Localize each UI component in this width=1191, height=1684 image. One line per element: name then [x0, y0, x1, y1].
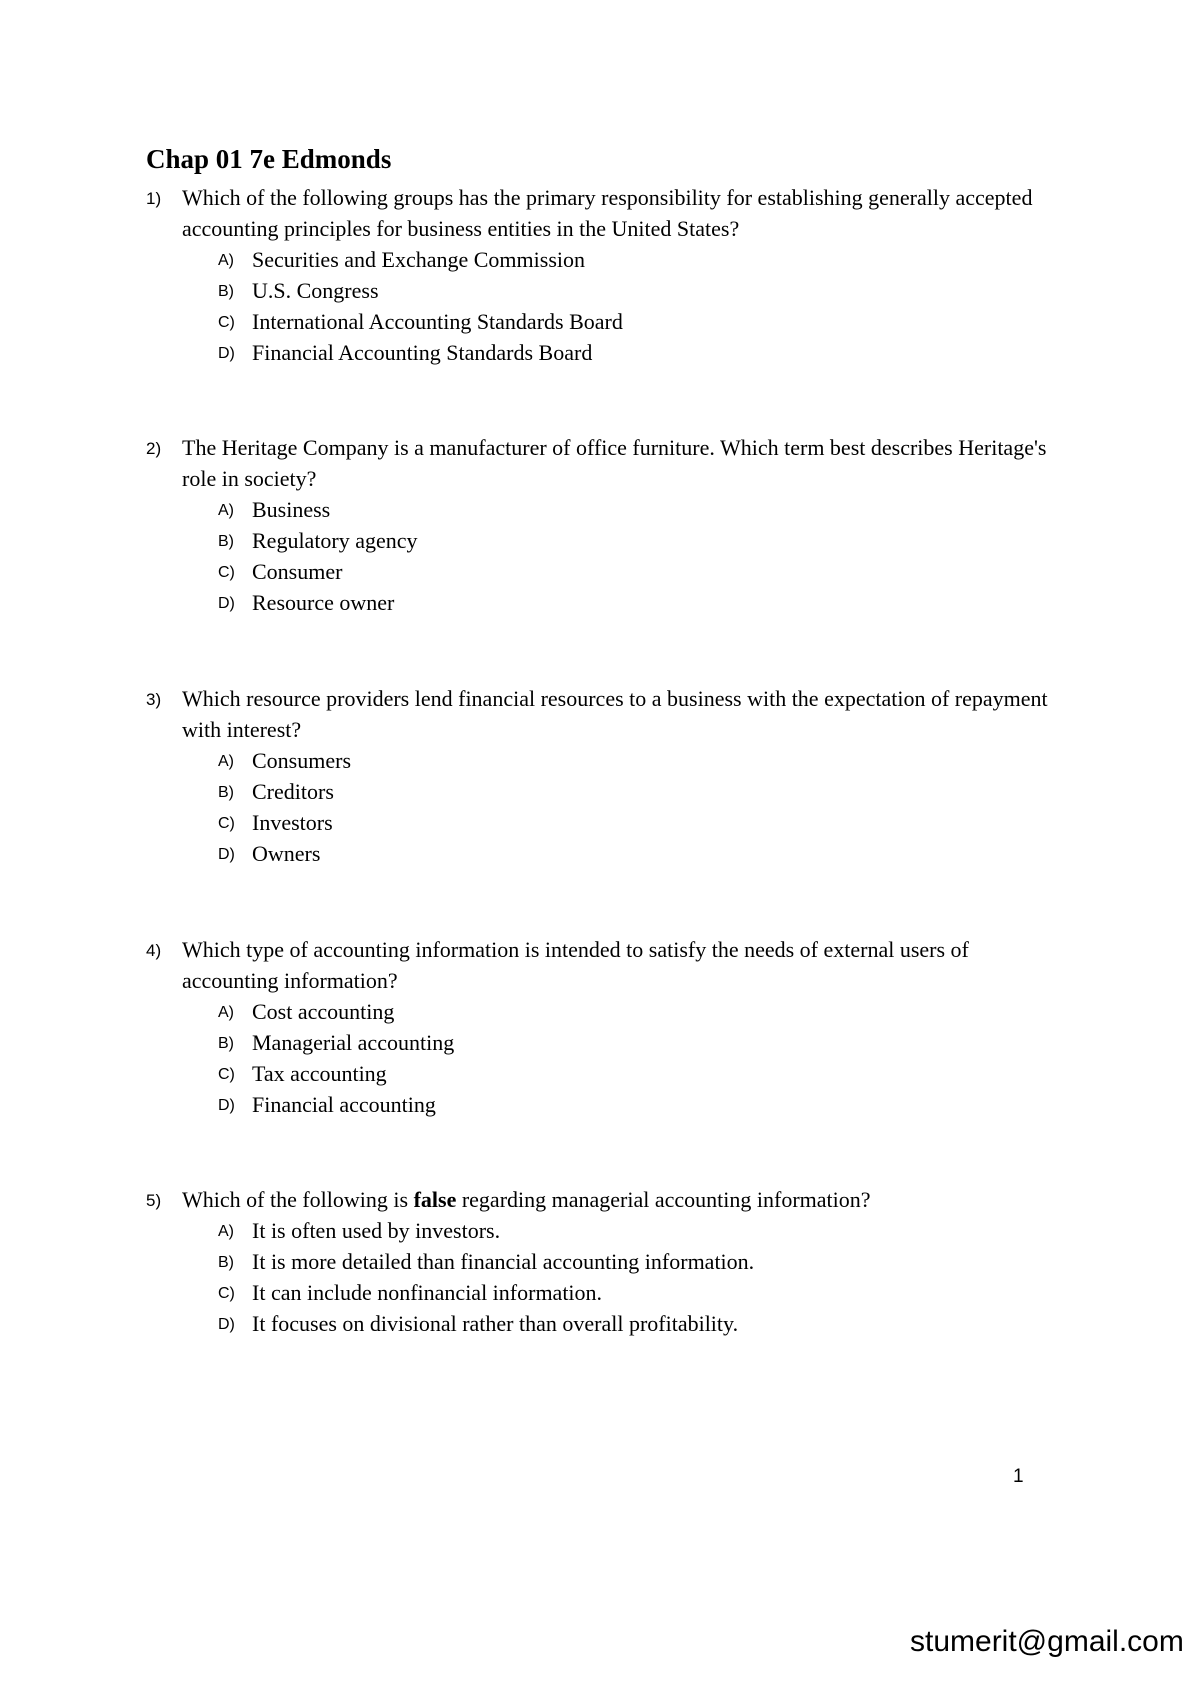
- answer-option: [218, 525, 1066, 556]
- option-letter: B): [218, 784, 234, 801]
- option-text: International Accounting Standards Board: [252, 309, 623, 334]
- question-text: Which type of accounting information is intended to satisfy the needs of external users of accounting information?: [182, 937, 969, 993]
- answer-option: [218, 1246, 1066, 1277]
- question-number: 1): [146, 189, 162, 208]
- question-5: [146, 1184, 1066, 1339]
- option-text: Cost accounting: [252, 999, 395, 1024]
- question-text: The Heritage Company is a manufacturer of office furniture. Which term best describes Heritage's role in society?: [182, 435, 1047, 491]
- option-text: It is often used by investors.: [252, 1218, 501, 1243]
- option-text: Investors: [252, 810, 333, 835]
- option-text: Financial Accounting Standards Board: [252, 340, 593, 365]
- option-letter: C): [218, 1285, 235, 1302]
- option-letter: D): [218, 345, 235, 362]
- document-title: Chap 01 7e Edmonds: [146, 144, 392, 174]
- question-number: 5): [146, 1191, 162, 1210]
- question-text: Which of the following groups has the primary responsibility for establishing generally accepted accounting principles for business entities in the United States?: [182, 185, 1033, 241]
- answer-option: [218, 1089, 1066, 1120]
- answer-option: [218, 494, 1066, 525]
- question-text-part: regarding managerial accounting information?: [456, 1187, 871, 1212]
- question-number: 2): [146, 439, 162, 458]
- option-letter: B): [218, 533, 234, 550]
- option-letter: A): [218, 1223, 234, 1240]
- option-letter: A): [218, 1004, 234, 1021]
- footer-email: stumerit@gmail.com: [910, 1625, 1184, 1658]
- option-text: Financial accounting: [252, 1092, 436, 1117]
- option-letter: D): [218, 1316, 235, 1333]
- question-number: 4): [146, 941, 162, 960]
- option-text: Consumers: [252, 748, 351, 773]
- option-text: Consumer: [252, 559, 343, 584]
- answer-option: [218, 838, 1066, 869]
- answer-option: [218, 1058, 1066, 1089]
- option-letter: C): [218, 1066, 235, 1083]
- option-text: Managerial accounting: [252, 1030, 455, 1055]
- option-letter: B): [218, 1035, 234, 1052]
- answer-option: [218, 996, 1066, 1027]
- answer-option: [218, 1215, 1066, 1246]
- option-text: It focuses on divisional rather than overall profitability.: [252, 1311, 739, 1336]
- option-text: Business: [252, 497, 331, 522]
- answer-option: [218, 1308, 1066, 1339]
- answer-option: [218, 306, 1066, 337]
- question-text: [182, 1184, 1066, 1215]
- question-4: [146, 934, 1066, 1120]
- option-letter: C): [218, 564, 235, 581]
- option-text: U.S. Congress: [252, 278, 379, 303]
- question-1: [146, 182, 1066, 368]
- question-number: 3): [146, 690, 162, 709]
- option-text: Resource owner: [252, 590, 395, 615]
- answer-option: [218, 1277, 1066, 1308]
- question-2: [146, 432, 1066, 618]
- option-text: Securities and Exchange Commission: [252, 247, 585, 272]
- option-letter: D): [218, 1097, 235, 1114]
- option-letter: B): [218, 283, 234, 300]
- option-letter: B): [218, 1254, 234, 1271]
- question-text-part: Which of the following is: [182, 1187, 414, 1212]
- option-letter: A): [218, 502, 234, 519]
- answer-option: [218, 1027, 1066, 1058]
- option-letter: A): [218, 252, 234, 269]
- answer-option: [218, 337, 1066, 368]
- option-text: Tax accounting: [252, 1061, 387, 1086]
- option-text: Owners: [252, 841, 321, 866]
- answer-option: [218, 244, 1066, 275]
- answer-option: [218, 745, 1066, 776]
- option-text: It can include nonfinancial information.: [252, 1280, 603, 1305]
- option-text: Regulatory agency: [252, 528, 418, 553]
- emphasis-false: false: [413, 1187, 457, 1212]
- answer-option: [218, 556, 1066, 587]
- answer-option: [218, 807, 1066, 838]
- answer-option: [218, 587, 1066, 618]
- answer-option: [218, 776, 1066, 807]
- question-text: Which resource providers lend financial resources to a business with the expectation of repayment with interest?: [182, 686, 1048, 742]
- option-letter: D): [218, 846, 235, 863]
- option-letter: D): [218, 595, 235, 612]
- option-text: Creditors: [252, 779, 334, 804]
- option-text: It is more detailed than financial accounting information.: [252, 1249, 755, 1274]
- page-number: 1: [1013, 1466, 1024, 1487]
- option-letter: C): [218, 815, 235, 832]
- option-letter: C): [218, 314, 235, 331]
- question-3: [146, 683, 1066, 869]
- answer-option: [218, 275, 1066, 306]
- option-letter: A): [218, 753, 234, 770]
